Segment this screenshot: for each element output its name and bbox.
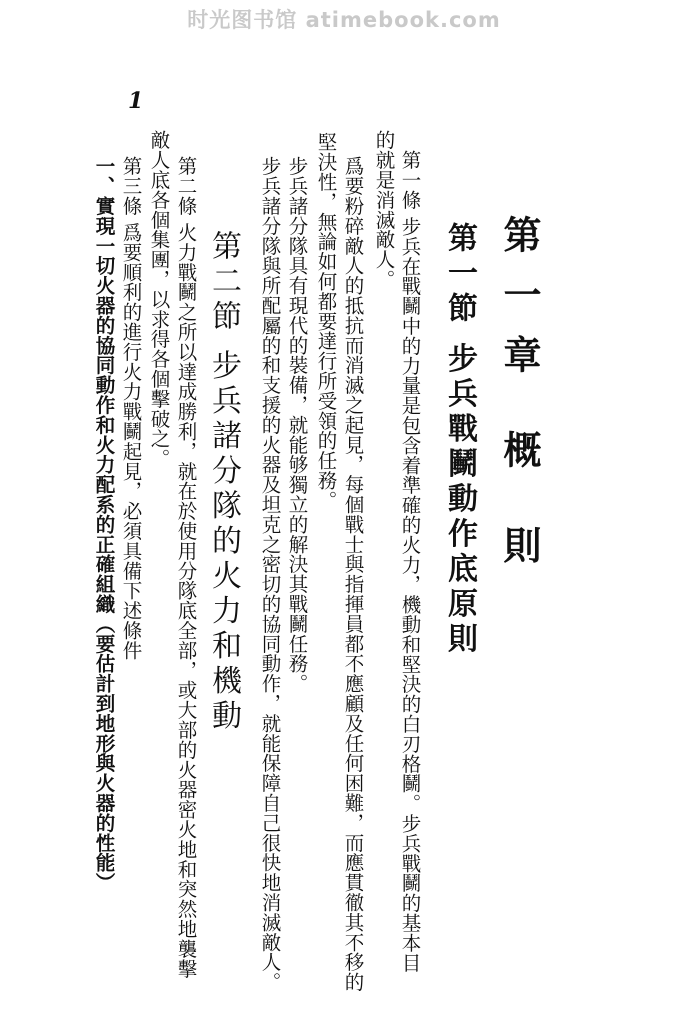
chapter-title: 第一章 概 則 bbox=[497, 215, 542, 586]
article-1-line-2: 的就是消滅敵人。 bbox=[372, 130, 396, 290]
section-title: 第二節 步兵諸分隊的火力和機動 bbox=[206, 230, 241, 735]
watermark: 时光图书馆 atimebook.com bbox=[187, 8, 501, 32]
article-2-line-2: 敵人底各個集團，以求得各個擊破之。 bbox=[147, 130, 171, 469]
article-2-line-1: 第二條 火力戰鬭之所以達成勝利，就在於使用分隊底全部，或大部的火器密火地和突然地襲擊 bbox=[174, 156, 198, 979]
page-number: 1 bbox=[128, 88, 144, 114]
article-1-line-1: 第一條 步兵在戰鬭中的力量是包含着準確的火力，機動和堅決的白刃格鬭。步兵戰鬭的基本目 bbox=[398, 150, 422, 973]
paragraph-3-line-2: 步兵諸分隊與所配屬的和支援的火器及坦克之密切的協同動作，就能保障自己很快地消滅敵人。 bbox=[258, 156, 282, 992]
article-3-item-1: 一、實現一切火器的協同動作和火力配系的正確組織（要估計到地形與火器的性能） bbox=[92, 156, 116, 893]
paragraph-2-line-2: 堅決性，無論如何都要達行所受領的任務。 bbox=[314, 132, 338, 511]
section-title: 第一節 步兵戰鬭動作底原則 bbox=[442, 222, 477, 658]
article-3-line-1: 第三條 爲要順利的進行火力戰鬭起見，必須具備下述條件 bbox=[119, 156, 143, 661]
paragraph-3-line-1: 步兵諸分隊具有現代的裝備，就能够獨立的解決其戰鬭任務。 bbox=[285, 156, 309, 694]
paragraph-2-line-1: 爲要粉碎敵人的抵抗而消滅之起見，每個戰士與指揮員都不應顧及任何困難，而應貫徹其不移的 bbox=[341, 156, 365, 992]
